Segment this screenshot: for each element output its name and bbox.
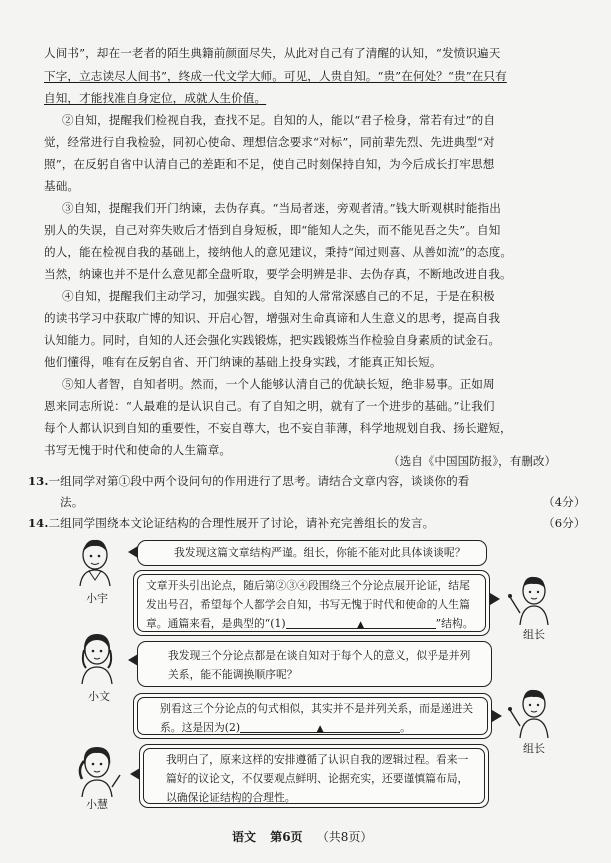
footer-subject: 语文 (232, 830, 257, 844)
paragraph-4-line: 的读书学习中获取广博的知识、开启心智，增强对生命真谛和人生意义的思考，提高自我 (44, 311, 501, 325)
answer-blank-1[interactable] (286, 616, 436, 629)
question-13-continued: 法。 (60, 495, 84, 509)
group-leader-icon (506, 686, 556, 738)
question-14-score: （6分） (543, 516, 586, 530)
passage-line (44, 91, 266, 105)
speech-text: 我发现这篇文章结构严谨。组长，你能不能对此具体谈谈呢？ (174, 546, 466, 559)
student-xiaowen-icon (74, 630, 120, 684)
passage-line: 人间书”，却在一老者的陌生典籍前颜面尽失，从此对自己有了清醒的认知，“发愤识遍天 (44, 46, 501, 60)
speech-bubble-tail (492, 710, 502, 722)
student-name-xiaohui: 小慧 (86, 798, 108, 811)
paragraph-3-line: 别人的失误，自己对弈失败后才悟到自身短板，即“能知人之失，而不能见吾之失”。自知 (44, 223, 501, 237)
paragraph-5-line: 书写无愧于时代和使命的人生篇章。 (44, 443, 232, 457)
group-leader-icon (506, 573, 556, 625)
source-citation: （选自《中国国防报》，有删改） (388, 454, 557, 468)
paragraph-5-line: 每个人都认识到自知的重要性，不妄自尊大，也不妄自菲薄，科学地规划自我、扬长避短， (44, 421, 512, 435)
paragraph-3-line: 的人，能在检视自我的基础上，接纳他人的意见建议，秉持“闻过则喜、从善如流”的态度。 (44, 245, 513, 259)
student-name-leader-1: 组长 (523, 628, 545, 641)
speech-text: 文章开头引出论点，随后第②③④段围绕三个分论点展开论证，结尾发出号召，希望每个人都学会自知，书写无愧于时代和使命的人生篇章。通篇来看，是典型的“(1) (146, 579, 470, 630)
question-14-text: 二组同学围绕本文论证结构的合理性展开了讨论，请补充完善组长的发言。 (48, 516, 435, 530)
speech-text-end: ”结构。 (435, 617, 474, 630)
question-14-number: 14. (28, 516, 49, 530)
paragraph-5-line: 恩来同志所说：“人最难的是认识自己。有了自知之明，就有了一个进步的基础。”让我们 (44, 399, 495, 413)
blank-marker-icon: ▲ (316, 724, 324, 734)
student-name-leader-2: 组长 (523, 742, 545, 755)
question-13-number: 13. (28, 474, 49, 488)
speech-bubble-xiaoyu (137, 540, 487, 566)
question-13 (28, 474, 469, 488)
speech-text: 我明白了，原来这样的安排遵循了认识自我的逻辑过程。看来一篇好的议论文，不仅要观点鲜明、论据充实，还要谨慎篇布局，以确保论证结构的合理性。 (166, 753, 469, 804)
student-name-xiaoyu: 小宇 (86, 592, 108, 605)
paragraph-2-line: 觉，经常进行自我检验，同初心使命、理想信念要求“对标”，同前辈先烈、先进典型“对 (44, 135, 495, 149)
speech-bubble-leader-2 (133, 693, 492, 739)
speech-text: 我发现三个分论点都是在谈自知对于每个人的意义，似乎是并列关系，能不能调换顺序呢？ (168, 649, 471, 681)
paragraph-2-line: ②自知，提醒我们检视自我，查找不足。自知的人，能以“君子检身，常若有过”的自 (62, 113, 496, 127)
footer-total: （共8页） (316, 830, 373, 844)
student-name-xiaowen: 小文 (88, 690, 110, 703)
page-footer (232, 828, 372, 845)
student-xiaohui-icon (74, 743, 124, 797)
paragraph-5-line: ⑤知人者智，自知者明。然而，一个人能够认清自己的优缺长短，绝非易事。正如周 (62, 377, 495, 391)
paragraph-4-line: 他们懂得，唯有在反躬自省、开门纳谏的基础上投身实践，才能真正知长短。 (44, 355, 442, 369)
paragraph-3-line: ③自知，提醒我们开门纳谏，去伪存真。“当局者迷，旁观者清。”钱大昕观棋时能指出 (62, 201, 501, 215)
speech-bubble-tail (490, 593, 500, 605)
passage-line-text: 自知，才能找准自身定位，成就人生价值。 (44, 91, 267, 105)
student-xiaoyu-icon (72, 536, 118, 586)
paragraph-3-line: 当然，纳谏也并不是什么意见都全盘听取，要学会明辨是非、去伪存真，不断地改进自我。 (44, 267, 512, 281)
speech-bubble-xiaohui (139, 744, 489, 808)
question-14 (28, 516, 434, 530)
paragraph-4-line: 认知能力。同时，自知的人还会强化实践锻炼，把实践锻炼当作检验自身素质的试金石。 (44, 333, 501, 347)
speech-bubble-leader-1 (133, 570, 490, 636)
question-13-text: 一组同学对第①段中两个设问句的作用进行了思考。请结合文章内容，谈谈你的看 (48, 474, 470, 488)
paragraph-4-line: ④自知，提醒我们主动学习，加强实践。自知的人常常深感自己的不足，于是在积极 (62, 289, 495, 303)
paragraph-2-line: 照”，在反躬自省中认清自己的差距和不足，使自己时刻保持自知，为今后成长打牢思想 (44, 157, 495, 171)
speech-bubble-xiaowen (137, 641, 492, 687)
speech-text-end: 。 (400, 721, 411, 734)
passage-line-text: 下字，立志读尽人间书”，终成一代文学大师。可见，人贵自知。“贵”在何处？“贵”在只有 (44, 69, 507, 83)
speech-text: 别看这三个分论点的句式相似，其实并不是并列关系，而是递进关系。这是因为(2) (160, 702, 474, 734)
paragraph-2-line: 基础。 (44, 179, 80, 193)
blank-marker-icon: ▲ (357, 620, 365, 630)
footer-page: 第6页 (270, 830, 303, 844)
answer-blank-2[interactable] (240, 720, 400, 733)
passage-line (44, 69, 507, 83)
question-13-score: （4分） (543, 495, 586, 509)
